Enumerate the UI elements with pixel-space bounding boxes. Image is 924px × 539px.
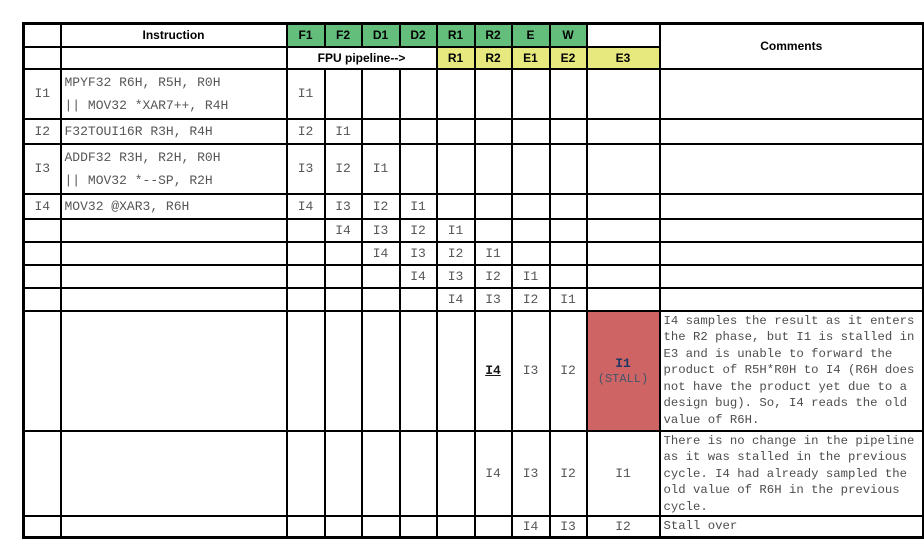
pipeline-row-stall-over — [24, 516, 924, 537]
header-cell-e: E — [512, 24, 550, 47]
stall-label: (STALL) — [597, 371, 649, 386]
header-cell-r1: R1 — [437, 24, 475, 47]
comment-cell-no-change: There is no change in the pipeline as it was stalled in the previous cycle. I4 had already sampled the old value of R6H in the previous cycle. — [660, 431, 924, 517]
pipeline-row-i4 — [24, 194, 924, 219]
stage-cell-f2 — [325, 288, 362, 311]
stage-cell-r1 — [437, 144, 475, 194]
stage-cell-d1: I3 — [362, 219, 400, 242]
stage-cell-f1 — [287, 219, 325, 242]
stage-cell-e1 — [512, 219, 550, 242]
stage-cell-f1 — [287, 242, 325, 265]
comment-cell — [660, 194, 924, 219]
stage-cell-d2 — [400, 516, 437, 537]
stage-cell-e2: I3 — [550, 516, 587, 537]
pipeline-row-cycle6 — [24, 242, 924, 265]
instruction-line-2: || MOV32 *XAR7++, R4H — [64, 97, 229, 113]
stage-cell-d1 — [362, 69, 400, 119]
stage-cell-f2 — [325, 265, 362, 288]
stage-cell-e2 — [550, 219, 587, 242]
pipeline-row-stall — [24, 311, 924, 431]
stage-cell-e2: I2 — [550, 431, 587, 517]
stage-cell-r2 — [475, 69, 512, 119]
instruction-cell — [61, 119, 287, 144]
stage-cell-f1: I1 — [287, 69, 325, 119]
stage-cell-f1: I2 — [287, 119, 325, 144]
fpu-pipeline-header: FPU pipeline--> — [287, 47, 437, 69]
stage-cell-d1 — [362, 119, 400, 144]
stage-cell-d2: I4 — [400, 265, 437, 288]
comment-cell — [660, 242, 924, 265]
stage-cell-e1: I2 — [512, 288, 550, 311]
stage-cell-r1 — [437, 431, 475, 517]
stage-cell-d2 — [400, 144, 437, 194]
stage-cell-r1 — [437, 69, 475, 119]
pipeline-row-i2 — [24, 119, 924, 144]
stage-cell-d2 — [400, 431, 437, 517]
stage-cell-f1: I3 — [287, 144, 325, 194]
header-cell-r2: R2 — [475, 24, 512, 47]
stage-cell-f1 — [287, 431, 325, 517]
stage-cell-d1 — [362, 265, 400, 288]
header-cell-fpu-e1: E1 — [512, 47, 550, 69]
stage-cell-r1 — [437, 194, 475, 219]
row-label-cell: I4 — [24, 194, 61, 219]
stage-cell-e1 — [512, 144, 550, 194]
stage-cell-e1 — [512, 242, 550, 265]
stage-cell-r2 — [475, 144, 512, 194]
instruction-cell — [61, 265, 287, 288]
row-label-cell — [24, 288, 61, 311]
pipeline-row-cycle8 — [24, 288, 924, 311]
instruction-header: Instruction — [61, 24, 287, 47]
stage-cell-e3 — [587, 144, 660, 194]
stage-cell-e3: I1 — [587, 431, 660, 517]
stall-instruction: I1 — [615, 355, 631, 371]
stage-cell-f1: I4 — [287, 194, 325, 219]
header-cell-fpu-e2: E2 — [550, 47, 587, 69]
stall-cell-e3 — [587, 311, 660, 431]
header-cell-d2: D2 — [400, 24, 437, 47]
stage-cell-e2 — [550, 144, 587, 194]
stage-cell-e3 — [587, 119, 660, 144]
instruction-cell — [61, 219, 287, 242]
stage-cell-e2 — [550, 119, 587, 144]
instruction-line-1: MOV32 @XAR3, R6H — [64, 198, 190, 214]
stage-cell-f2 — [325, 311, 362, 431]
stage-cell-r1 — [437, 516, 475, 537]
pipeline-table — [22, 22, 924, 539]
instruction-line-2: || MOV32 *--SP, R2H — [64, 172, 213, 188]
stage-cell-d1 — [362, 431, 400, 517]
row-label-cell: I3 — [24, 144, 61, 194]
instruction-cell — [61, 144, 287, 194]
stage-cell-f1 — [287, 265, 325, 288]
stage-cell-r2-i4-sampling: I4 — [475, 311, 512, 431]
comment-cell-stall-over: Stall over — [660, 516, 924, 537]
comment-cell — [660, 288, 924, 311]
stage-cell-r2: I1 — [475, 242, 512, 265]
row-label-cell — [24, 516, 61, 537]
stage-cell-f2: I3 — [325, 194, 362, 219]
stage-cell-f1 — [287, 311, 325, 431]
stage-cell-r2: I3 — [475, 288, 512, 311]
header-corner-cell — [24, 24, 61, 47]
stage-cell-e2 — [550, 69, 587, 119]
stage-cell-e3 — [587, 219, 660, 242]
stage-cell-r1: I2 — [437, 242, 475, 265]
stage-cell-r1 — [437, 311, 475, 431]
comment-cell — [660, 144, 924, 194]
comment-cell-stall: I4 samples the result as it enters the R2 phase, but I1 is stalled in E3 and is unable to forward the product of R5H*R0H to I4 (R6H does not have the product yet due to a design bug). So, I4 reads the old value of R6H. — [660, 311, 924, 431]
stage-cell-f2 — [325, 516, 362, 537]
stage-cell-d2 — [400, 119, 437, 144]
header-cell-fpu-r2: R2 — [475, 47, 512, 69]
stage-cell-f2 — [325, 69, 362, 119]
header-blank-instruction2 — [61, 47, 287, 69]
instruction-line-1: ADDF32 R3H, R2H, R0H — [64, 149, 221, 165]
stage-cell-e1: I4 — [512, 516, 550, 537]
stage-cell-r1: I4 — [437, 288, 475, 311]
stage-cell-f1 — [287, 288, 325, 311]
comment-cell — [660, 219, 924, 242]
stage-cell-f2: I2 — [325, 144, 362, 194]
stage-cell-f2 — [325, 431, 362, 517]
instruction-line-1: MPYF32 R6H, R5H, R0H — [64, 74, 221, 90]
header-row-cpu — [24, 24, 924, 47]
header-cell-fpu-r1: R1 — [437, 47, 475, 69]
stage-cell-r2 — [475, 516, 512, 537]
row-label-cell — [24, 242, 61, 265]
comments-header: Comments — [660, 24, 924, 69]
stage-cell-r1 — [437, 119, 475, 144]
pipeline-row-i1 — [24, 69, 924, 119]
instruction-line-1: F32TOUI16R R3H, R4H — [64, 123, 213, 139]
stage-cell-e3 — [587, 265, 660, 288]
stage-cell-d2: I3 — [400, 242, 437, 265]
stage-cell-e3 — [587, 288, 660, 311]
stage-cell-e2 — [550, 265, 587, 288]
stage-cell-f2: I4 — [325, 219, 362, 242]
instruction-cell — [61, 288, 287, 311]
instruction-cell — [61, 311, 287, 431]
stage-cell-e2: I1 — [550, 288, 587, 311]
stage-cell-f2 — [325, 242, 362, 265]
row-label-cell — [24, 219, 61, 242]
row-label-cell — [24, 265, 61, 288]
instruction-cell — [61, 516, 287, 537]
header-cell-f2: F2 — [325, 24, 362, 47]
stage-cell-f2: I1 — [325, 119, 362, 144]
stage-cell-d2: I1 — [400, 194, 437, 219]
pipeline-row-cycle7 — [24, 265, 924, 288]
stage-cell-e1 — [512, 69, 550, 119]
header-cell-fpu-e3: E3 — [587, 47, 660, 69]
stage-cell-r2 — [475, 219, 512, 242]
comment-cell — [660, 119, 924, 144]
instruction-cell — [61, 69, 287, 119]
instruction-cell — [61, 194, 287, 219]
instruction-cell — [61, 242, 287, 265]
row-label-cell — [24, 311, 61, 431]
instruction-cell — [61, 431, 287, 517]
stage-cell-d2: I2 — [400, 219, 437, 242]
stage-cell-r2: I4 — [475, 431, 512, 517]
stage-cell-d2 — [400, 69, 437, 119]
stage-cell-e1: I1 — [512, 265, 550, 288]
stage-cell-e3 — [587, 194, 660, 219]
stage-cell-e2 — [550, 242, 587, 265]
stage-cell-d2 — [400, 311, 437, 431]
stage-cell-d1 — [362, 311, 400, 431]
pipeline-row-cycle5 — [24, 219, 924, 242]
stage-cell-e1: I3 — [512, 431, 550, 517]
row-label-cell: I2 — [24, 119, 61, 144]
stage-cell-d1: I1 — [362, 144, 400, 194]
pipeline-row-i3 — [24, 144, 924, 194]
stage-cell-r1: I1 — [437, 219, 475, 242]
stage-cell-e1 — [512, 119, 550, 144]
pipeline-row-stalled-repeat — [24, 431, 924, 517]
row-label-cell: I1 — [24, 69, 61, 119]
header-blank-corner2 — [24, 47, 61, 69]
stage-cell-e2: I2 — [550, 311, 587, 431]
header-cell-d1: D1 — [362, 24, 400, 47]
stage-cell-r2 — [475, 194, 512, 219]
stage-cell-r1: I3 — [437, 265, 475, 288]
comment-cell — [660, 265, 924, 288]
stage-cell-d1: I4 — [362, 242, 400, 265]
stage-cell-e1 — [512, 194, 550, 219]
stage-cell-f1 — [287, 516, 325, 537]
stage-cell-d1 — [362, 288, 400, 311]
header-cell-f1: F1 — [287, 24, 325, 47]
stage-cell-d1: I2 — [362, 194, 400, 219]
comment-cell — [660, 69, 924, 119]
header-cell-w: W — [550, 24, 587, 47]
stage-cell-d2 — [400, 288, 437, 311]
stage-cell-e3 — [587, 69, 660, 119]
stage-cell-e1: I3 — [512, 311, 550, 431]
stage-cell-e3: I2 — [587, 516, 660, 537]
stage-cell-e3 — [587, 242, 660, 265]
header-blank-e3 — [587, 24, 660, 47]
stage-cell-r2: I2 — [475, 265, 512, 288]
stage-cell-e2 — [550, 194, 587, 219]
row-label-cell — [24, 431, 61, 517]
stage-cell-d1 — [362, 516, 400, 537]
stage-cell-r2 — [475, 119, 512, 144]
